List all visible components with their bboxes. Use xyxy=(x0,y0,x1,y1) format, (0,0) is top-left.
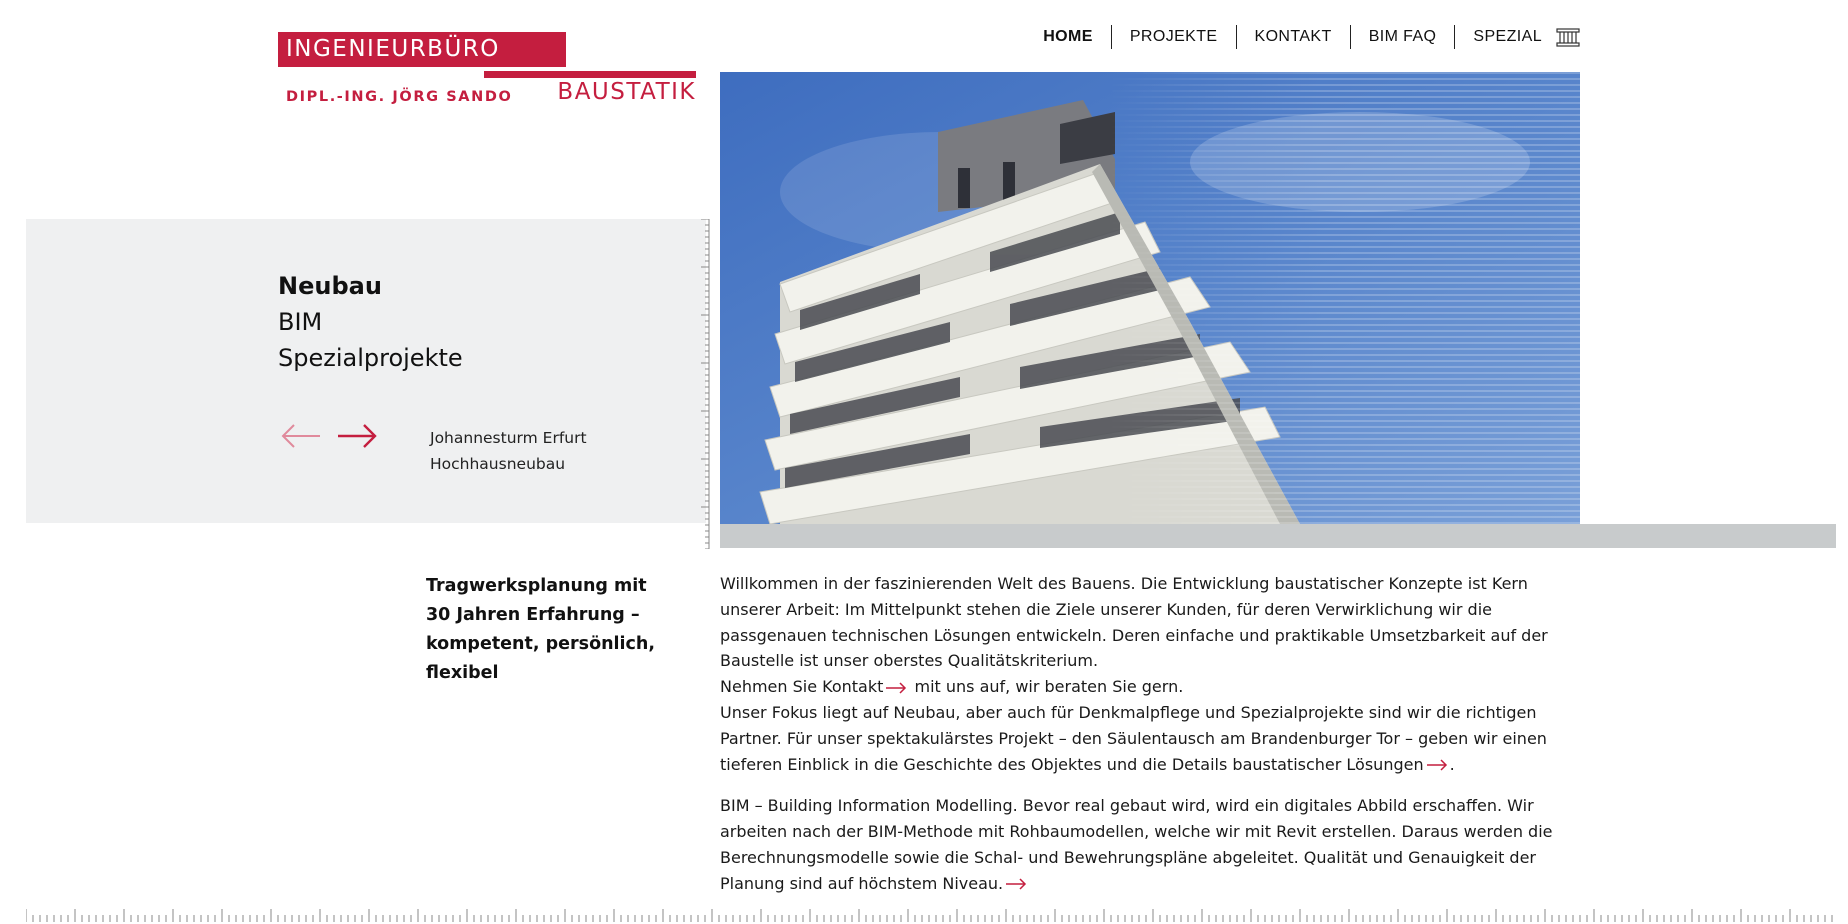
caption-title: Johannesturm Erfurt xyxy=(430,429,587,447)
nav-projekte[interactable]: PROJEKTE xyxy=(1112,25,1237,49)
focus-text-after: . xyxy=(1449,754,1455,774)
contact-text: Nehmen Sie Kontakt xyxy=(720,677,884,697)
bim-text: BIM – Building Information Modelling. Bevor real gebaut wird, wird ein digitales Abbild erschaffen. Wir arbeiten nach der BIM-Methode mit Rohbaumodellen, welche wir mit Revit erstellen. Daraus werden die Berechnungsmodelle sowie die Schal- und Bewehrungspläne abgeleitet. Qualität und Genauigkeit der Planung sind auf höchstem Niveau. xyxy=(720,796,1553,893)
category-list xyxy=(278,268,463,376)
category-bim[interactable]: BIM xyxy=(278,308,323,336)
logo-subtitle: DIPL.-ING. JÖRG SANDO xyxy=(286,89,513,105)
arrow-left-icon[interactable] xyxy=(280,423,322,449)
focus-text: Unser Fokus liegt auf Neubau, aber auch für Denkmalpflege und Spezialprojekte sind wir die richtigen Partner. Für unser spektakulärstes Projekt – den Säulentausch am Brandenburger Tor – geben wir einen tieferen Einblick in die Geschichte des Objektes und die Details baustatischer Lösungen xyxy=(720,702,1547,774)
contact-paragraph xyxy=(720,674,1580,700)
nav-spezial[interactable]: SPEZIAL xyxy=(1473,28,1542,45)
main-nav xyxy=(1025,25,1580,49)
horizontal-ruler xyxy=(26,908,1836,922)
intro-paragraph: Willkommen in der faszinierenden Welt des Bauens. Die Entwicklung baustatischer Konzepte ist Kern unserer Arbeit: Im Mittelpunkt stehen die Ziele unserer Kunden, für deren Verwirklichung wir die passgenauen technischen Lösungen entwickeln. Deren einfache und praktikable Umsetzbarkeit auf der Baustelle ist unser oberstes Qualitätskriterium. xyxy=(720,574,1548,671)
slider-controls xyxy=(280,423,378,449)
contact-text-after: mit uns auf, wir beraten Sie gern. xyxy=(909,677,1184,697)
slide-caption xyxy=(430,425,587,477)
arrow-right-icon[interactable] xyxy=(336,423,378,449)
logo-tagline: BAUSTATIK xyxy=(557,79,696,105)
intro-content xyxy=(720,571,1580,897)
bim-paragraph xyxy=(720,793,1580,896)
caption-subtitle: Hochhausneubau xyxy=(430,455,566,473)
tagline: Tragwerksplanung mit 30 Jahren Erfahrung – kompetent, persönlich, flexibel xyxy=(426,576,656,683)
vertical-ruler xyxy=(700,219,710,549)
contact-arrow-icon[interactable] xyxy=(885,682,907,694)
logo-divider xyxy=(484,71,696,78)
hero-image xyxy=(720,72,1580,524)
nav-home[interactable]: HOME xyxy=(1025,25,1112,49)
nav-kontakt[interactable]: KONTAKT xyxy=(1237,25,1351,49)
building-columns-icon[interactable] xyxy=(1556,27,1580,47)
hero-footer-bar xyxy=(720,524,1836,548)
brandenburger-tor-arrow-icon[interactable] xyxy=(1426,759,1448,771)
category-spezialprojekte[interactable]: Spezialprojekte xyxy=(278,344,463,372)
nav-bim-faq[interactable]: BIM FAQ xyxy=(1351,25,1456,49)
focus-paragraph xyxy=(720,700,1580,777)
logo-title: INGENIEURBÜRO xyxy=(278,32,566,67)
bim-arrow-icon[interactable] xyxy=(1005,878,1027,890)
category-neubau[interactable]: Neubau xyxy=(278,272,382,300)
logo[interactable] xyxy=(278,32,696,112)
